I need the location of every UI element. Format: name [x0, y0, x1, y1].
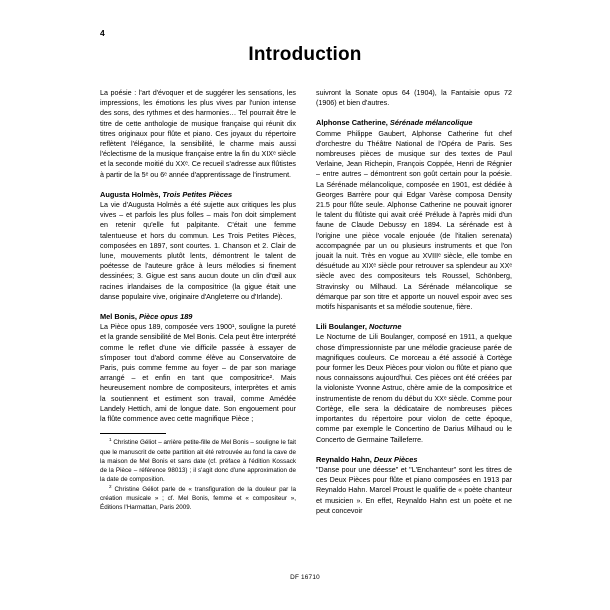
intro-paragraph: La poésie : l'art d'évoquer et de suggérer les sensations, les impressions, les émotions les plus vives par l'union intense des sons, des rythmes et des harmonies… Tel pourrait être le titre de cette anthologie de musique française qui réunit dix titres originaux pour flûte et piano. Ces joyaux du répertoire reflètent l'élégance, la sensibilité, le charme mais aussi l'éclectisme de la musique française entre la fin du XIXᵉ siècle et la seconde moitié du XXᵉ. Ce recueil s'adresse aux flûtistes à partir de la 5ᵉ ou 6ᵉ année d'apprentissage de l'instrument.: [100, 89, 296, 179]
footnote-1-text: Christine Géliot – arrière petite-fille de Mel Bonis – souligne le fait que le manuscrit de cette partition ait été retrouvée au fond la cave de la maison de Mel Bonis et sans date (cf. préface à l'édition Kossack de la Pièce – référence 98013) ; il s'agit donc d'une approximation de la date de composition.: [100, 439, 296, 484]
colophon-plate-number: DF 16710: [290, 574, 320, 581]
section-body-lili-boulanger: Le Nocturne de Lili Boulanger, composé en 1911, a quelque chose d'impressionniste par une mélodie gracieuse parée de magnifiques couleurs. Ce morceau a été associé à Cortège pour former les Deux Pièces pour violon ou flûte et piano que nous connaissons aujourd'hui. Ces pièces ont été créées par la violoniste Yvonne Astruc, chère amie de la compositrice et instrumentiste de renom du début du XXᵉ siècle. Comme pour Cortège, elle sera la dédicataire de nombreuses pièces importantes du répertoire pour violon de cette époque, comme par exemple le Concertino de Darius Milhaud ou le Concerto de Germaine Tailleferre.: [316, 333, 512, 444]
footnote-2: [100, 485, 296, 513]
section-heading-reynaldo-hahn: Reynaldo Hahn, Deux Pièces: [316, 454, 418, 464]
left-column: [100, 88, 296, 516]
footnote-1-marker: 1: [109, 437, 112, 443]
page-number: 4: [100, 28, 105, 38]
footnote-2-text: Christine Géliot parle de « transfiguration de la douleur par la création musicale » ; cf. Mel Bonis, femme et « compositeur », Éditions l'Harmattan, Paris 2009.: [100, 485, 297, 512]
section-body-mel-bonis: La Pièce opus 189, composée vers 1900¹, souligne la pureté et la grande sensibilité de Mel Bonis. Cela peut être interprété comme le reflet d'une vie difficile passée à essayer de s'imposer tout d'abord comme élève au Conservatoire de Paris, puis comme femme au foyer – de par son mariage arrangé – et enfin en tant que compositrice². Mais heureusement nombre de compositeurs, interprètes et amis la soutiennent et estiment son travail, comme Amédée Landely Hettich, ami de longue date. Son engouement pour la flûte commence avec cette magnifique Pièce ;: [100, 323, 296, 424]
section-body-augusta-holmes: La vie d'Augusta Holmès a été sujette aux critiques les plus vives – et parfois les plus folles – mais l'on doit simplement en retenir qu'elle fut palpitante. C'était une femme talentueuse et hors du commun. Les Trois Petites Pièces, composées en 1897, sont courtes. 1. Chanson et 2. Clair de lune, mouvements plutôt lents, démontrent le talent de poétesse de l'auteure grâce à leurs mélodies si finement dessinées; 3. Gigue est sans aucun doute un clin d'œil aux racines irlandaises de la compositrice (la gigue était une danse populaire vive, originaire d'Angleterre ou d'Irlande).: [100, 201, 296, 301]
footnote-2-marker: 2: [109, 483, 112, 489]
section-heading-alphonse-catherine: Alphonse Catherine, Sérénade mélancolique: [316, 118, 473, 128]
page-title: Introduction: [248, 44, 362, 65]
section-body-reynaldo-hahn: "Danse pour une déesse" et "L'Enchanteur" sont les titres de ces Deux Pièces pour flûte et piano composées en 1913 par Reynaldo Hahn. Marcel Proust le qualifie de « poète chanteur et musicien ». En effet, Reynaldo Hahn est un poète et ne peut concevoir: [316, 465, 512, 515]
section-body-alphonse-catherine: Comme Philippe Gaubert, Alphonse Catherine fut chef d'orchestre du Théâtre National de l'Opéra de Paris. Ses nombreuses pièces de musique sur des textes de Paul Verlaine, Jean Richepin, François Coppée, Henri de Régnier – entre autres – démontrent son goût certain pour la poésie. La Sérénade mélancolique, composée en 1901, est dédiée à Georges Barrère pour qui Edgar Varèse composa Density 21.5 pour flûte seule. Alphonse Catherine ne pouvait ignorer le talent du flûtiste qui avait créé Prélude à l'après midi d'un faune de Claude Debussy en 1894. La sérénade est à l'origine une pièce vocale enjouée (de l'italien serenata) accompagnée par un ou plusieurs instruments et que l'on jouait la nuit. Très en vogue au XVIIIᵉ siècle, elle tombe en désuétude au XIXᵉ siècle pour retrouver sa splendeur au XXᵉ siècle avec des compositeurs tels Roussel, Schönberg, Stravinsky ou Milhaud. La Sérénade mélancolique se démarque par son titre et apporte un nouvel espoir avec ses motifs hispanisants et sa mélodie soutenue, fière.: [316, 129, 512, 312]
two-column-body: [100, 88, 512, 516]
section-heading-lili-boulanger: Lili Boulanger, Nocturne: [316, 322, 402, 332]
footnote-1: [100, 438, 296, 484]
continuation-paragraph: suivront la Sonate opus 64 (1904), la Fantaisie opus 72 (1906) et bien d'autres.: [316, 89, 512, 108]
footnote-separator-rule: [100, 433, 166, 434]
section-heading-augusta-holmes: Augusta Holmès, Trois Petites Pièces: [100, 189, 233, 199]
section-heading-mel-bonis: Mel Bonis, Pièce opus 189: [100, 312, 193, 322]
right-column: [316, 88, 512, 516]
